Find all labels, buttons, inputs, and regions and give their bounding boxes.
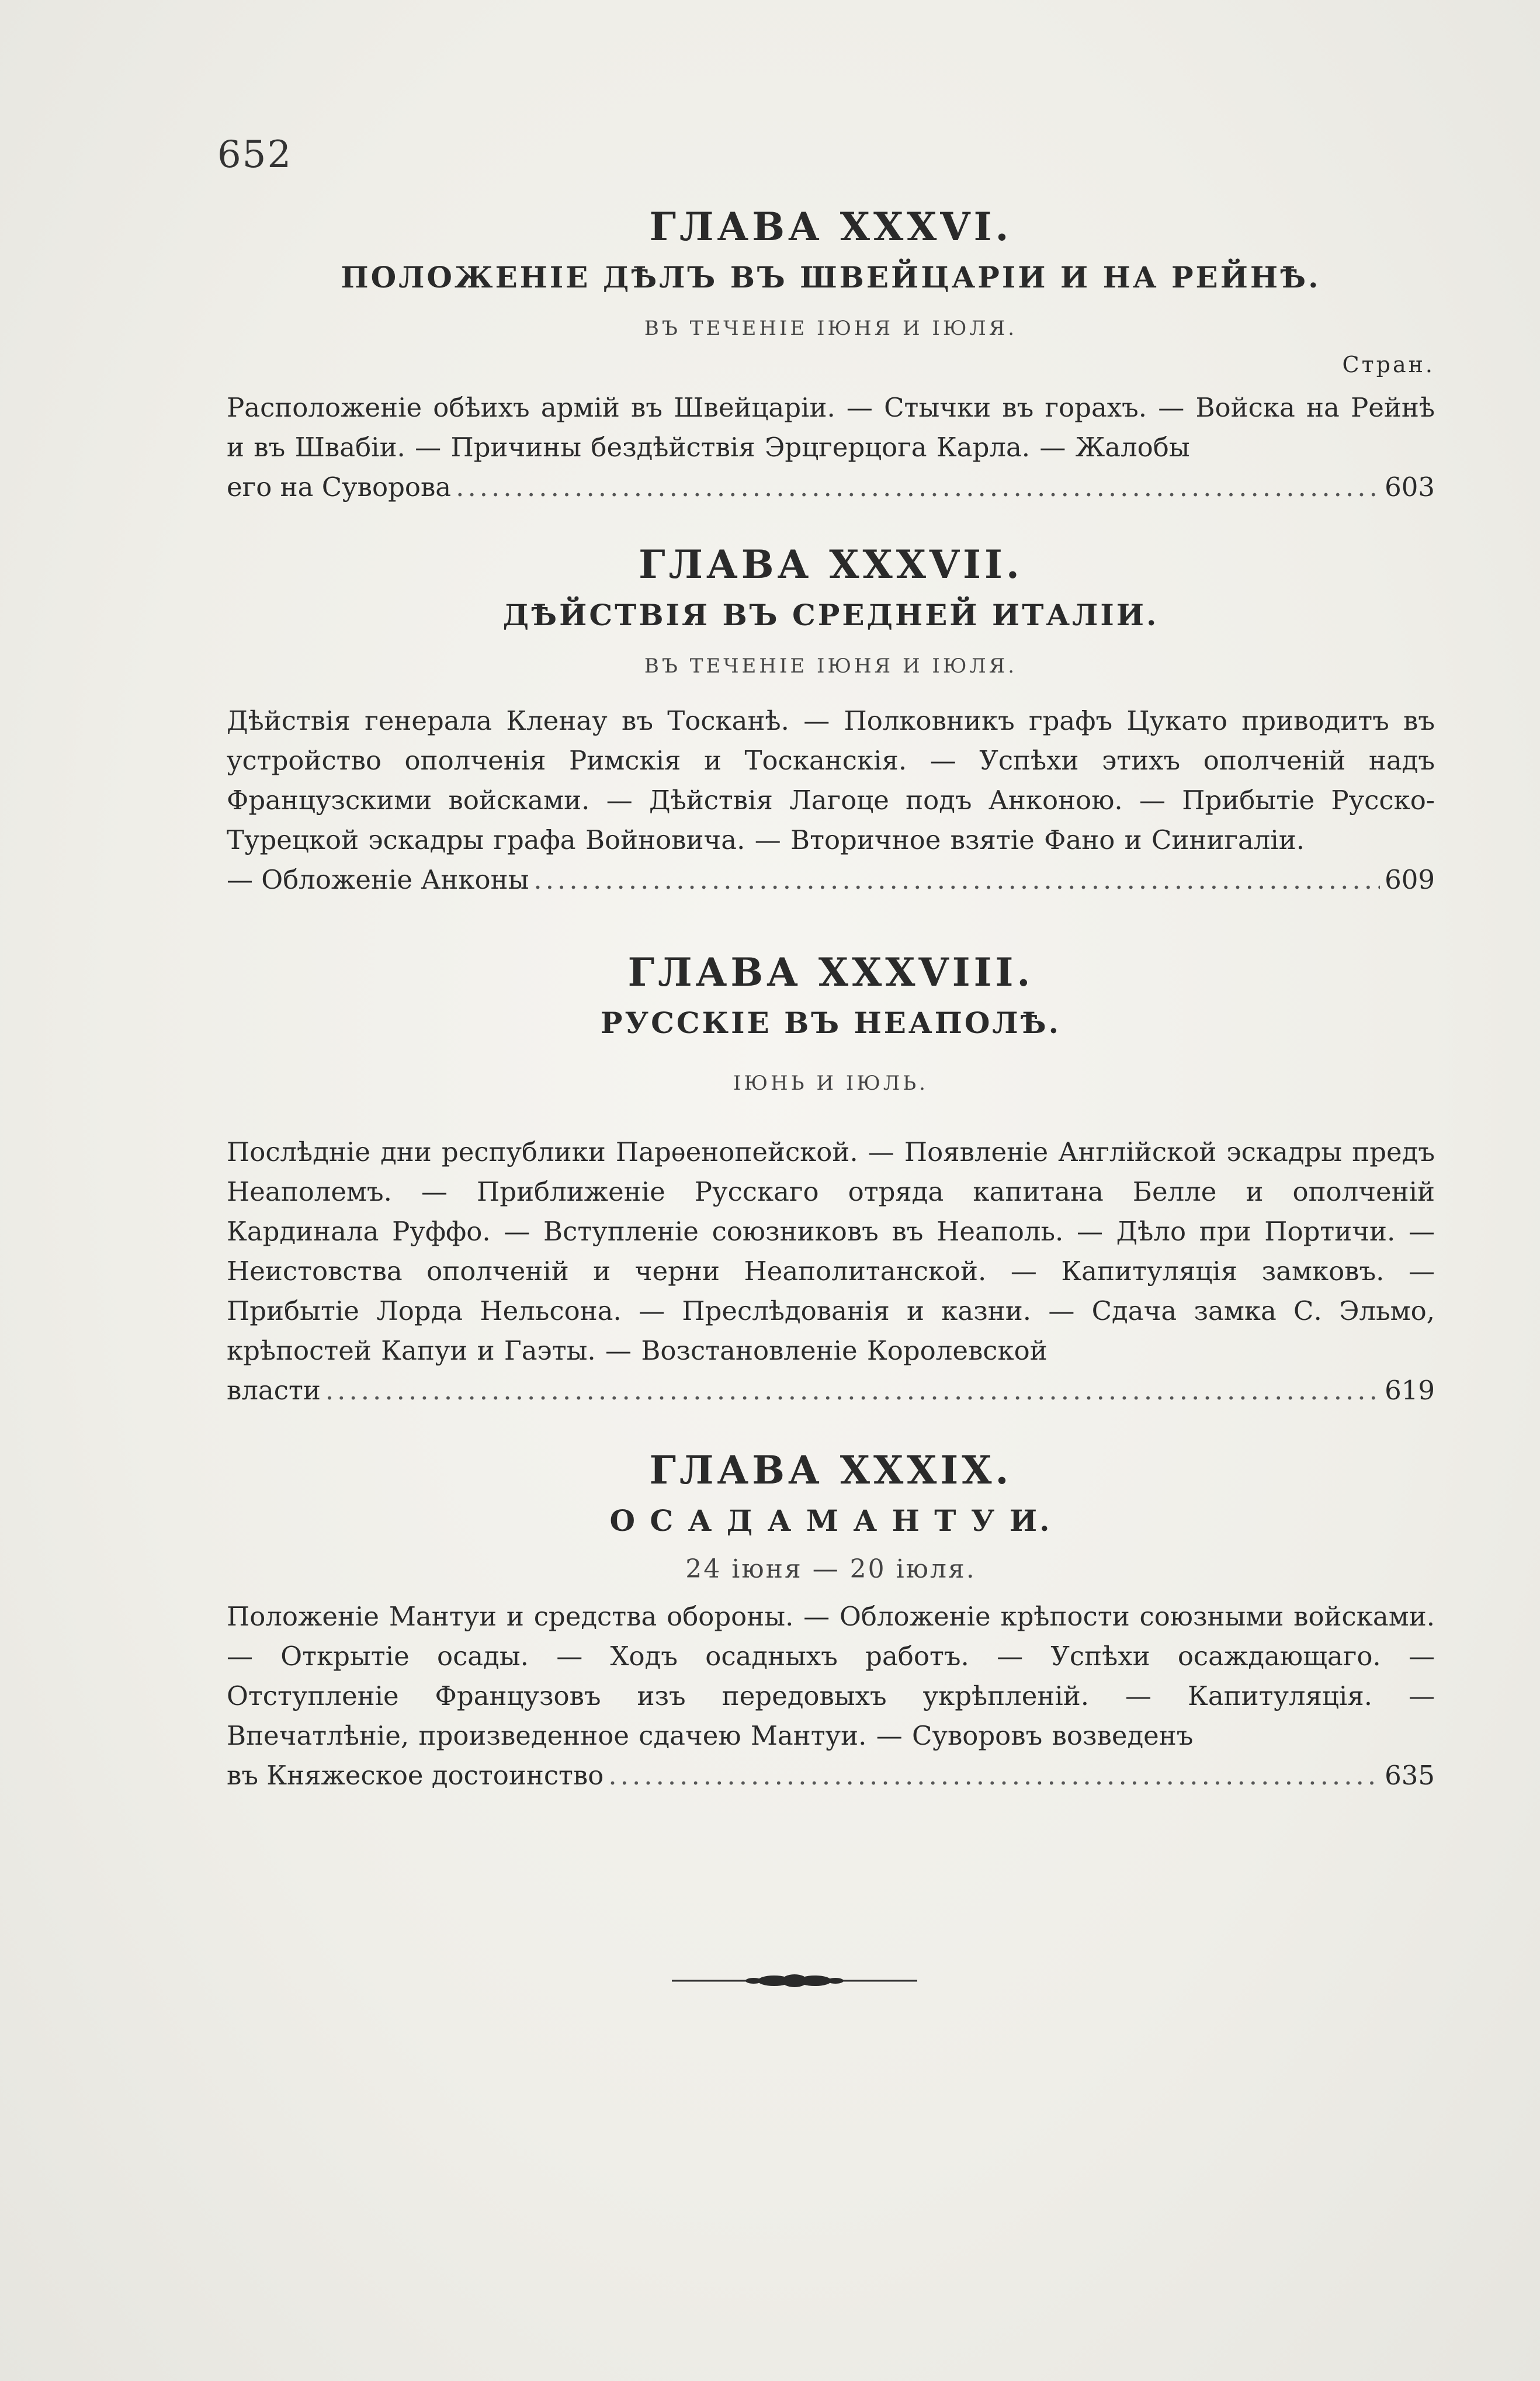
- toc-entry-line: [227, 860, 1435, 900]
- chapter-summary: [227, 388, 1435, 467]
- toc-entry-line: [227, 1371, 1435, 1410]
- chapter-period: ВЪ ТЕЧЕНІЕ ІЮНЯ И ІЮЛЯ.: [644, 654, 1018, 678]
- chapter-title: ГЛАВА XXXIX.: [649, 1447, 1012, 1493]
- summary-last-line: власти: [227, 1374, 321, 1406]
- chapter-summary: [227, 1597, 1435, 1756]
- chapter-subtitle: О С А Д А М А Н Т У И.: [609, 1503, 1052, 1538]
- chapter-36: [227, 206, 1435, 507]
- summary-text: Послѣдніе дни республики Парѳенопейской. — Появленіе Англійской эскадры предъ Неаполемъ. — Приближеніе Русскаго отряда капитана Белле и ополченій Кардинала Руффо. — Вступленіе союзниковъ въ Неаполь. — Дѣло при Портичи. — Неистовства ополченій и черни Неаполитанской. — Капитуляція замковъ. — Прибытіе Лорда Нельсона. — Преслѣдованія и казни. — Сдача замка С. Эльмо, крѣпостей Капуи и Гаэты. — Возстановленіе Королевской: [227, 1136, 1435, 1366]
- summary-last-line: въ Княжеское достоинство: [227, 1759, 604, 1791]
- chapter-subtitle: ПОЛОЖЕНІЕ ДѢЛЪ ВЪ ШВЕЙЦАРІИ И НА РЕЙНѢ.: [341, 259, 1321, 294]
- toc-entry-line: [227, 467, 1435, 507]
- chapter-37: [227, 543, 1435, 900]
- chapter-title: ГЛАВА XXXVII.: [639, 542, 1023, 587]
- page-number: 652: [217, 133, 293, 176]
- chapter-period: 24 іюня — 20 іюля.: [685, 1554, 976, 1584]
- summary-last-line: его на Суворова: [227, 471, 452, 502]
- summary-text: Расположеніе обѣихъ армій въ Швейцаріи. — Стычки въ горахъ. — Войска на Рейнѣ и въ Швабіи. — Причины бездѣйствія Эрцгерцога Карла. — Жалобы: [227, 391, 1435, 463]
- chapter-title: ГЛАВА XXXVIII.: [627, 949, 1034, 995]
- dot-leader: [325, 1371, 1380, 1410]
- chapter-period: ІЮНЬ И ІЮЛЬ.: [733, 1071, 928, 1095]
- chapter-38: [227, 951, 1435, 1410]
- chapter-summary: [227, 701, 1435, 860]
- page-reference: 609: [1385, 864, 1435, 895]
- toc-entry-line: [227, 1756, 1435, 1796]
- chapter-subtitle: РУССКІЕ ВЪ НЕАПОЛѢ.: [600, 1005, 1062, 1040]
- chapter-summary: [227, 1132, 1435, 1371]
- chapter-title: ГЛАВА XXXVI.: [649, 204, 1012, 249]
- page-column-label: Стран.: [1342, 351, 1435, 377]
- summary-text: Положеніе Мантуи и средства обороны. — Обложеніе крѣпости союзными войсками. — Открытіе осады. — Ходъ осадныхъ работъ. — Успѣхи осаждающаго. — Отступленіе Французовъ изъ передовыхъ укрѣпленій. — Капитуляція. — Впечатлѣніе, произведенное сдачею Мантуи. — Суворовъ возведенъ: [227, 1600, 1435, 1751]
- end-ornament-icon: [672, 1969, 917, 1992]
- summary-last-line: — Обложеніе Анконы: [227, 864, 529, 895]
- summary-text: Дѣйствія генерала Кленау въ Тосканѣ. — Полковникъ графъ Цукато приводитъ въ устройство ополченія Римскія и Тосканскія. — Успѣхи этихъ ополченій надъ Французскими войсками. — Дѣйствія Лагоце подъ Анконою. — Прибытіе Русско-Турецкой эскадры графа Войновича. — Вторичное взятіе Фано и Синигаліи.: [227, 705, 1435, 855]
- page-reference: 619: [1385, 1374, 1435, 1406]
- dot-leader: [533, 860, 1380, 900]
- chapter-period: ВЪ ТЕЧЕНІЕ ІЮНЯ И ІЮЛЯ.: [644, 316, 1018, 340]
- chapter-39: [227, 1449, 1435, 1796]
- page-reference: 635: [1385, 1759, 1435, 1791]
- chapter-subtitle: ДѢЙСТВІЯ ВЪ СРЕДНЕЙ ИТАЛІИ.: [502, 597, 1159, 632]
- page-reference: 603: [1385, 471, 1435, 502]
- dot-leader: [456, 467, 1380, 507]
- dot-leader: [608, 1756, 1380, 1796]
